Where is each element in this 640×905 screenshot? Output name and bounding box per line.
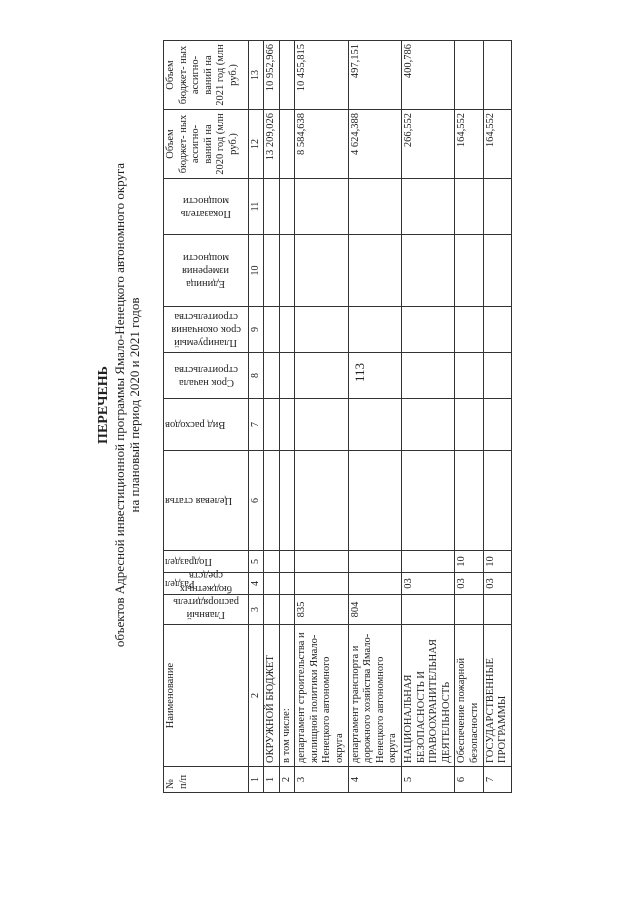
- cell-v2020: 13 209,026: [264, 110, 280, 179]
- column-number: 9: [249, 307, 264, 353]
- table-row: [455, 41, 483, 793]
- header-v2021: Объем бюджет- ных ассигно- ваний на 2021 год (млн руб.): [164, 41, 249, 110]
- table-row: [401, 41, 454, 793]
- page-number: 113: [352, 362, 367, 382]
- cell-cs: [295, 451, 348, 551]
- cell-podrazdel: 10: [455, 551, 483, 573]
- cell-power: [279, 179, 295, 235]
- cell-razdel: 03: [401, 573, 454, 595]
- column-number-row: [249, 41, 264, 793]
- cell-gr: [401, 595, 454, 625]
- cell-v2021: 400,786: [401, 41, 454, 110]
- cell-gr: 804: [348, 595, 401, 625]
- cell-power: [295, 179, 348, 235]
- cell-v2021: 497,151: [348, 41, 401, 110]
- cell-gr: 835: [295, 595, 348, 625]
- cell-razdel: 03: [483, 573, 511, 595]
- cell-num: 4: [348, 767, 401, 793]
- cell-end: [279, 307, 295, 353]
- cell-power: [348, 179, 401, 235]
- cell-cs: [279, 451, 295, 551]
- cell-unit: [279, 235, 295, 307]
- table-row: [295, 41, 348, 793]
- cell-cs: [483, 451, 511, 551]
- cell-vr: [483, 399, 511, 451]
- header-podrazdel: Подраздел: [164, 551, 249, 573]
- column-number: 10: [249, 235, 264, 307]
- cell-podrazdel: [264, 551, 280, 573]
- cell-podrazdel: [295, 551, 348, 573]
- cell-vr: [264, 399, 280, 451]
- investment-program-table: [163, 40, 512, 793]
- cell-vr: [279, 399, 295, 451]
- cell-start: [455, 353, 483, 399]
- cell-razdel: [295, 573, 348, 595]
- cell-razdel: 03: [455, 573, 483, 595]
- column-number: 7: [249, 399, 264, 451]
- cell-name: департамент строительства и жилищной политики Ямало-Ненецкого автономного округа: [295, 625, 348, 767]
- cell-unit: [483, 235, 511, 307]
- column-number: 4: [249, 573, 264, 595]
- header-v2020: Объем бюджет- ных ассигно- ваний на 2020 год (млн руб.): [164, 110, 249, 179]
- cell-podrazdel: [348, 551, 401, 573]
- cell-unit: [348, 235, 401, 307]
- cell-podrazdel: [401, 551, 454, 573]
- cell-end: [295, 307, 348, 353]
- cell-start: [483, 353, 511, 399]
- cell-v2020: 164,552: [455, 110, 483, 179]
- cell-name: НАЦИОНАЛЬНАЯ БЕЗОПАСНОСТЬ И ПРАВООХРАНИТЕЛЬНАЯ ДЕЯТЕЛЬНОСТЬ: [401, 625, 454, 767]
- cell-name: ОКРУЖНОЙ БЮДЖЕТ: [264, 625, 280, 767]
- header-unit: Единица измерения мощности: [164, 235, 249, 307]
- document-period: на плановый период 2020 и 2021 годов: [127, 297, 142, 513]
- cell-razdel: [264, 573, 280, 595]
- cell-v2021: [483, 41, 511, 110]
- cell-cs: [455, 451, 483, 551]
- cell-power: [264, 179, 280, 235]
- column-number: 8: [249, 353, 264, 399]
- cell-power: [401, 179, 454, 235]
- cell-num: 6: [455, 767, 483, 793]
- header-row: [164, 41, 249, 793]
- cell-unit: [401, 235, 454, 307]
- cell-v2021: [279, 41, 295, 110]
- cell-v2021: [455, 41, 483, 110]
- column-number: 1: [249, 767, 264, 793]
- header-cs: Целевая статья: [164, 451, 249, 551]
- cell-cs: [401, 451, 454, 551]
- cell-num: 5: [401, 767, 454, 793]
- document-subtitle: объектов Адресной инвестиционной программы Ямало-Ненецкого автономного округа: [112, 162, 127, 648]
- header-name: Наименование: [164, 625, 249, 767]
- cell-start: [401, 353, 454, 399]
- cell-name: Обеспечение пожарной безопасности: [455, 625, 483, 767]
- cell-podrazdel: [279, 551, 295, 573]
- column-number: 12: [249, 110, 264, 179]
- column-number: 2: [249, 625, 264, 767]
- cell-end: [401, 307, 454, 353]
- cell-end: [483, 307, 511, 353]
- cell-v2020: 4 624,388: [348, 110, 401, 179]
- cell-unit: [295, 235, 348, 307]
- cell-end: [455, 307, 483, 353]
- table-body: [264, 41, 512, 793]
- header-num: № п/п: [164, 767, 249, 793]
- cell-num: 7: [483, 767, 511, 793]
- cell-vr: [401, 399, 454, 451]
- column-number: 3: [249, 595, 264, 625]
- cell-start: [279, 353, 295, 399]
- header-end: Планируемый срок окончания строительства: [164, 307, 249, 353]
- header-power: Показатель мощности: [164, 179, 249, 235]
- header-razdel: Раздел: [164, 573, 249, 595]
- cell-end: [264, 307, 280, 353]
- table-row: [483, 41, 511, 793]
- cell-num: 3: [295, 767, 348, 793]
- cell-num: 1: [264, 767, 280, 793]
- cell-v2020: 266,552: [401, 110, 454, 179]
- cell-start: [295, 353, 348, 399]
- header-vr: Вид расходов: [164, 399, 249, 451]
- header-start: Срок начала строительства: [164, 353, 249, 399]
- cell-power: [483, 179, 511, 235]
- cell-gr: [264, 595, 280, 625]
- cell-v2020: 8 584,638: [295, 110, 348, 179]
- cell-razdel: [348, 573, 401, 595]
- cell-unit: [264, 235, 280, 307]
- table-row: [264, 41, 280, 793]
- cell-end: [348, 307, 401, 353]
- cell-vr: [455, 399, 483, 451]
- cell-v2021: 10 952,966: [264, 41, 280, 110]
- column-number: 13: [249, 41, 264, 110]
- table-row: [279, 41, 295, 793]
- cell-cs: [348, 451, 401, 551]
- cell-unit: [455, 235, 483, 307]
- cell-gr: [483, 595, 511, 625]
- column-number: 11: [249, 179, 264, 235]
- cell-podrazdel: 10: [483, 551, 511, 573]
- cell-power: [455, 179, 483, 235]
- cell-v2020: [279, 110, 295, 179]
- cell-gr: [279, 595, 295, 625]
- cell-name: в том числе:: [279, 625, 295, 767]
- cell-name: департамент транспорта и дорожного хозяйства Ямало-Ненецкого автономного округа: [348, 625, 401, 767]
- cell-cs: [264, 451, 280, 551]
- table-row: [348, 41, 401, 793]
- document-title: ПЕРЕЧЕНЬ: [96, 366, 111, 444]
- cell-start: [348, 353, 401, 399]
- cell-name: ГОСУДАРСТВЕННЫЕ ПРОГРАММЫ: [483, 625, 511, 767]
- cell-gr: [455, 595, 483, 625]
- column-number: 6: [249, 451, 264, 551]
- cell-v2021: 10 455,815: [295, 41, 348, 110]
- cell-vr: [295, 399, 348, 451]
- cell-razdel: [279, 573, 295, 595]
- cell-v2020: 164,552: [483, 110, 511, 179]
- cell-vr: [348, 399, 401, 451]
- cell-start: [264, 353, 280, 399]
- cell-num: 2: [279, 767, 295, 793]
- header-gr: Главный распорядитель бюджетных средств: [164, 595, 249, 625]
- column-number: 5: [249, 551, 264, 573]
